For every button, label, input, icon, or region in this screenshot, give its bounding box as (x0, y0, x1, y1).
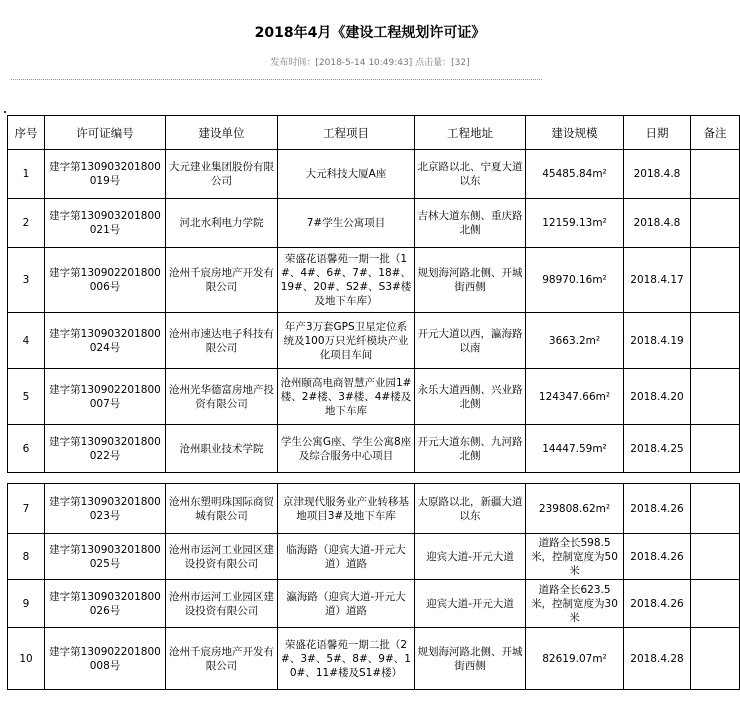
row-number: 6 (8, 425, 45, 473)
header-cell: 工程项目 (278, 116, 415, 150)
construction-unit: 沧州光华德富房地产投资有限公司 (166, 369, 278, 425)
remark (691, 484, 740, 534)
decorative-dot (4, 111, 6, 113)
permit-number: 建字第130903201800022号 (45, 425, 166, 473)
permit-number: 建字第130903201800025号 (45, 534, 166, 580)
construction-scale: 道路全长598.5米，控制宽度为50米 (526, 534, 624, 580)
project-name: 7#学生公寓项目 (278, 199, 415, 248)
construction-scale: 12159.13m² (526, 199, 624, 248)
row-number: 10 (8, 628, 45, 690)
row-number: 3 (8, 248, 45, 313)
construction-unit: 沧州市速达电子科技有限公司 (166, 313, 278, 369)
permit-number: 建字第130903201800026号 (45, 580, 166, 628)
project-name: 荣盛花语馨苑一期一批（1#、4#、6#、7#、18#、19#、20#、S2#、S3#楼及地下车库） (278, 248, 415, 313)
construction-scale: 45485.84m² (526, 150, 624, 199)
row-number: 7 (8, 484, 45, 534)
permit-date: 2018.4.26 (624, 484, 691, 534)
remark (691, 628, 740, 690)
construction-scale: 14447.59m² (526, 425, 624, 473)
project-address: 开元大道以西，瀛海路以南 (415, 313, 526, 369)
construction-scale: 道路全长623.5米，控制宽度为30米 (526, 580, 624, 628)
permit-number: 建字第130902201800008号 (45, 628, 166, 690)
project-address: 太原路以北，新疆大道以东 (415, 484, 526, 534)
header-cell: 工程地址 (415, 116, 526, 150)
permit-number: 建字第130903201800023号 (45, 484, 166, 534)
table-row (8, 484, 740, 534)
header-cell: 序号 (8, 116, 45, 150)
permit-date: 2018.4.8 (624, 150, 691, 199)
project-address: 北京路以北、宁夏大道以东 (415, 150, 526, 199)
remark (691, 313, 740, 369)
project-address: 规划海河路北侧、开城街西侧 (415, 628, 526, 690)
header-cell: 建设规模 (526, 116, 624, 150)
permit-table-part1 (7, 115, 740, 473)
header-cell: 建设单位 (166, 116, 278, 150)
permit-number: 建字第130902201800006号 (45, 248, 166, 313)
click-count-label: 点击量： (415, 58, 452, 68)
remark (691, 369, 740, 425)
table-row (8, 199, 740, 248)
row-number: 5 (8, 369, 45, 425)
row-number: 4 (8, 313, 45, 369)
permit-number: 建字第130903201800019号 (45, 150, 166, 199)
construction-unit: 沧州市运河工业园区建设投资有限公司 (166, 580, 278, 628)
click-count: [32] (451, 58, 470, 68)
table-row (8, 369, 740, 425)
table-row (8, 580, 740, 628)
table-row (8, 248, 740, 313)
construction-unit: 沧州千宸房地产开发有限公司 (166, 628, 278, 690)
project-address: 永乐大道西侧、兴业路北侧 (415, 369, 526, 425)
remark (691, 248, 740, 313)
header-cell: 许可证编号 (45, 116, 166, 150)
table-row (8, 534, 740, 580)
permit-date: 2018.4.19 (624, 313, 691, 369)
permit-date: 2018.4.8 (624, 199, 691, 248)
header-cell: 日期 (624, 116, 691, 150)
construction-scale: 98970.16m² (526, 248, 624, 313)
project-address: 开元大道东侧、九河路北侧 (415, 425, 526, 473)
permit-table-part2 (7, 483, 740, 690)
page-title: 2018年4月《建设工程规划许可证》 (254, 25, 486, 41)
project-name: 瀛海路（迎宾大道-开元大道）道路 (278, 580, 415, 628)
remark (691, 580, 740, 628)
header-cell: 备注 (691, 116, 740, 150)
permit-date: 2018.4.28 (624, 628, 691, 690)
table-row (8, 150, 740, 199)
permit-date: 2018.4.25 (624, 425, 691, 473)
construction-unit: 大元建业集团股份有限公司 (166, 150, 278, 199)
project-name: 年产3万套GPS卫星定位系统及100万只光纤模块产业化项目车间 (278, 313, 415, 369)
construction-scale: 3663.2m² (526, 313, 624, 369)
remark (691, 425, 740, 473)
table-row (8, 628, 740, 690)
project-address: 迎宾大道-开元大道 (415, 534, 526, 580)
remark (691, 150, 740, 199)
construction-unit: 沧州职业技术学院 (166, 425, 278, 473)
permit-date: 2018.4.26 (624, 580, 691, 628)
construction-unit: 沧州市运河工业园区建设投资有限公司 (166, 534, 278, 580)
row-number: 9 (8, 580, 45, 628)
remark (691, 199, 740, 248)
row-number: 1 (8, 150, 45, 199)
construction-scale: 124347.66m² (526, 369, 624, 425)
publish-time-label: 发布时间： (270, 58, 316, 68)
remark (691, 534, 740, 580)
project-name: 京津现代服务业产业转移基地项目3#及地下车库 (278, 484, 415, 534)
construction-unit: 沧州东塑明珠国际商贸城有限公司 (166, 484, 278, 534)
permit-number: 建字第130902201800007号 (45, 369, 166, 425)
project-address: 吉林大道东侧、重庆路北侧 (415, 199, 526, 248)
project-name: 学生公寓G座、学生公寓8座及综合服务中心项目 (278, 425, 415, 473)
permit-date: 2018.4.20 (624, 369, 691, 425)
project-name: 临海路（迎宾大道-开元大道）道路 (278, 534, 415, 580)
article-meta (0, 55, 740, 68)
publish-time: [2018-5-14 10:49:43] (315, 58, 413, 68)
dotted-divider (11, 79, 542, 80)
project-address: 迎宾大道-开元大道 (415, 580, 526, 628)
permit-number: 建字第130903201800021号 (45, 199, 166, 248)
row-number: 2 (8, 199, 45, 248)
construction-scale: 239808.62m² (526, 484, 624, 534)
construction-unit: 沧州千宸房地产开发有限公司 (166, 248, 278, 313)
table-row (8, 425, 740, 473)
permit-date: 2018.4.17 (624, 248, 691, 313)
project-name: 大元科技大厦A座 (278, 150, 415, 199)
construction-unit: 河北水利电力学院 (166, 199, 278, 248)
construction-scale: 82619.07m² (526, 628, 624, 690)
table-header-row (8, 116, 740, 150)
permit-number: 建字第130903201800024号 (45, 313, 166, 369)
row-number: 8 (8, 534, 45, 580)
permit-date: 2018.4.26 (624, 534, 691, 580)
project-address: 规划海河路北侧、开城街西侧 (415, 248, 526, 313)
table-row (8, 313, 740, 369)
project-name: 荣盛花语馨苑一期二批（2#、3#、5#、8#、9#、10#、11#楼及S1#楼） (278, 628, 415, 690)
project-name: 沧州颐高电商智慧产业园1#楼、2#楼、3#楼、4#楼及地下车库 (278, 369, 415, 425)
